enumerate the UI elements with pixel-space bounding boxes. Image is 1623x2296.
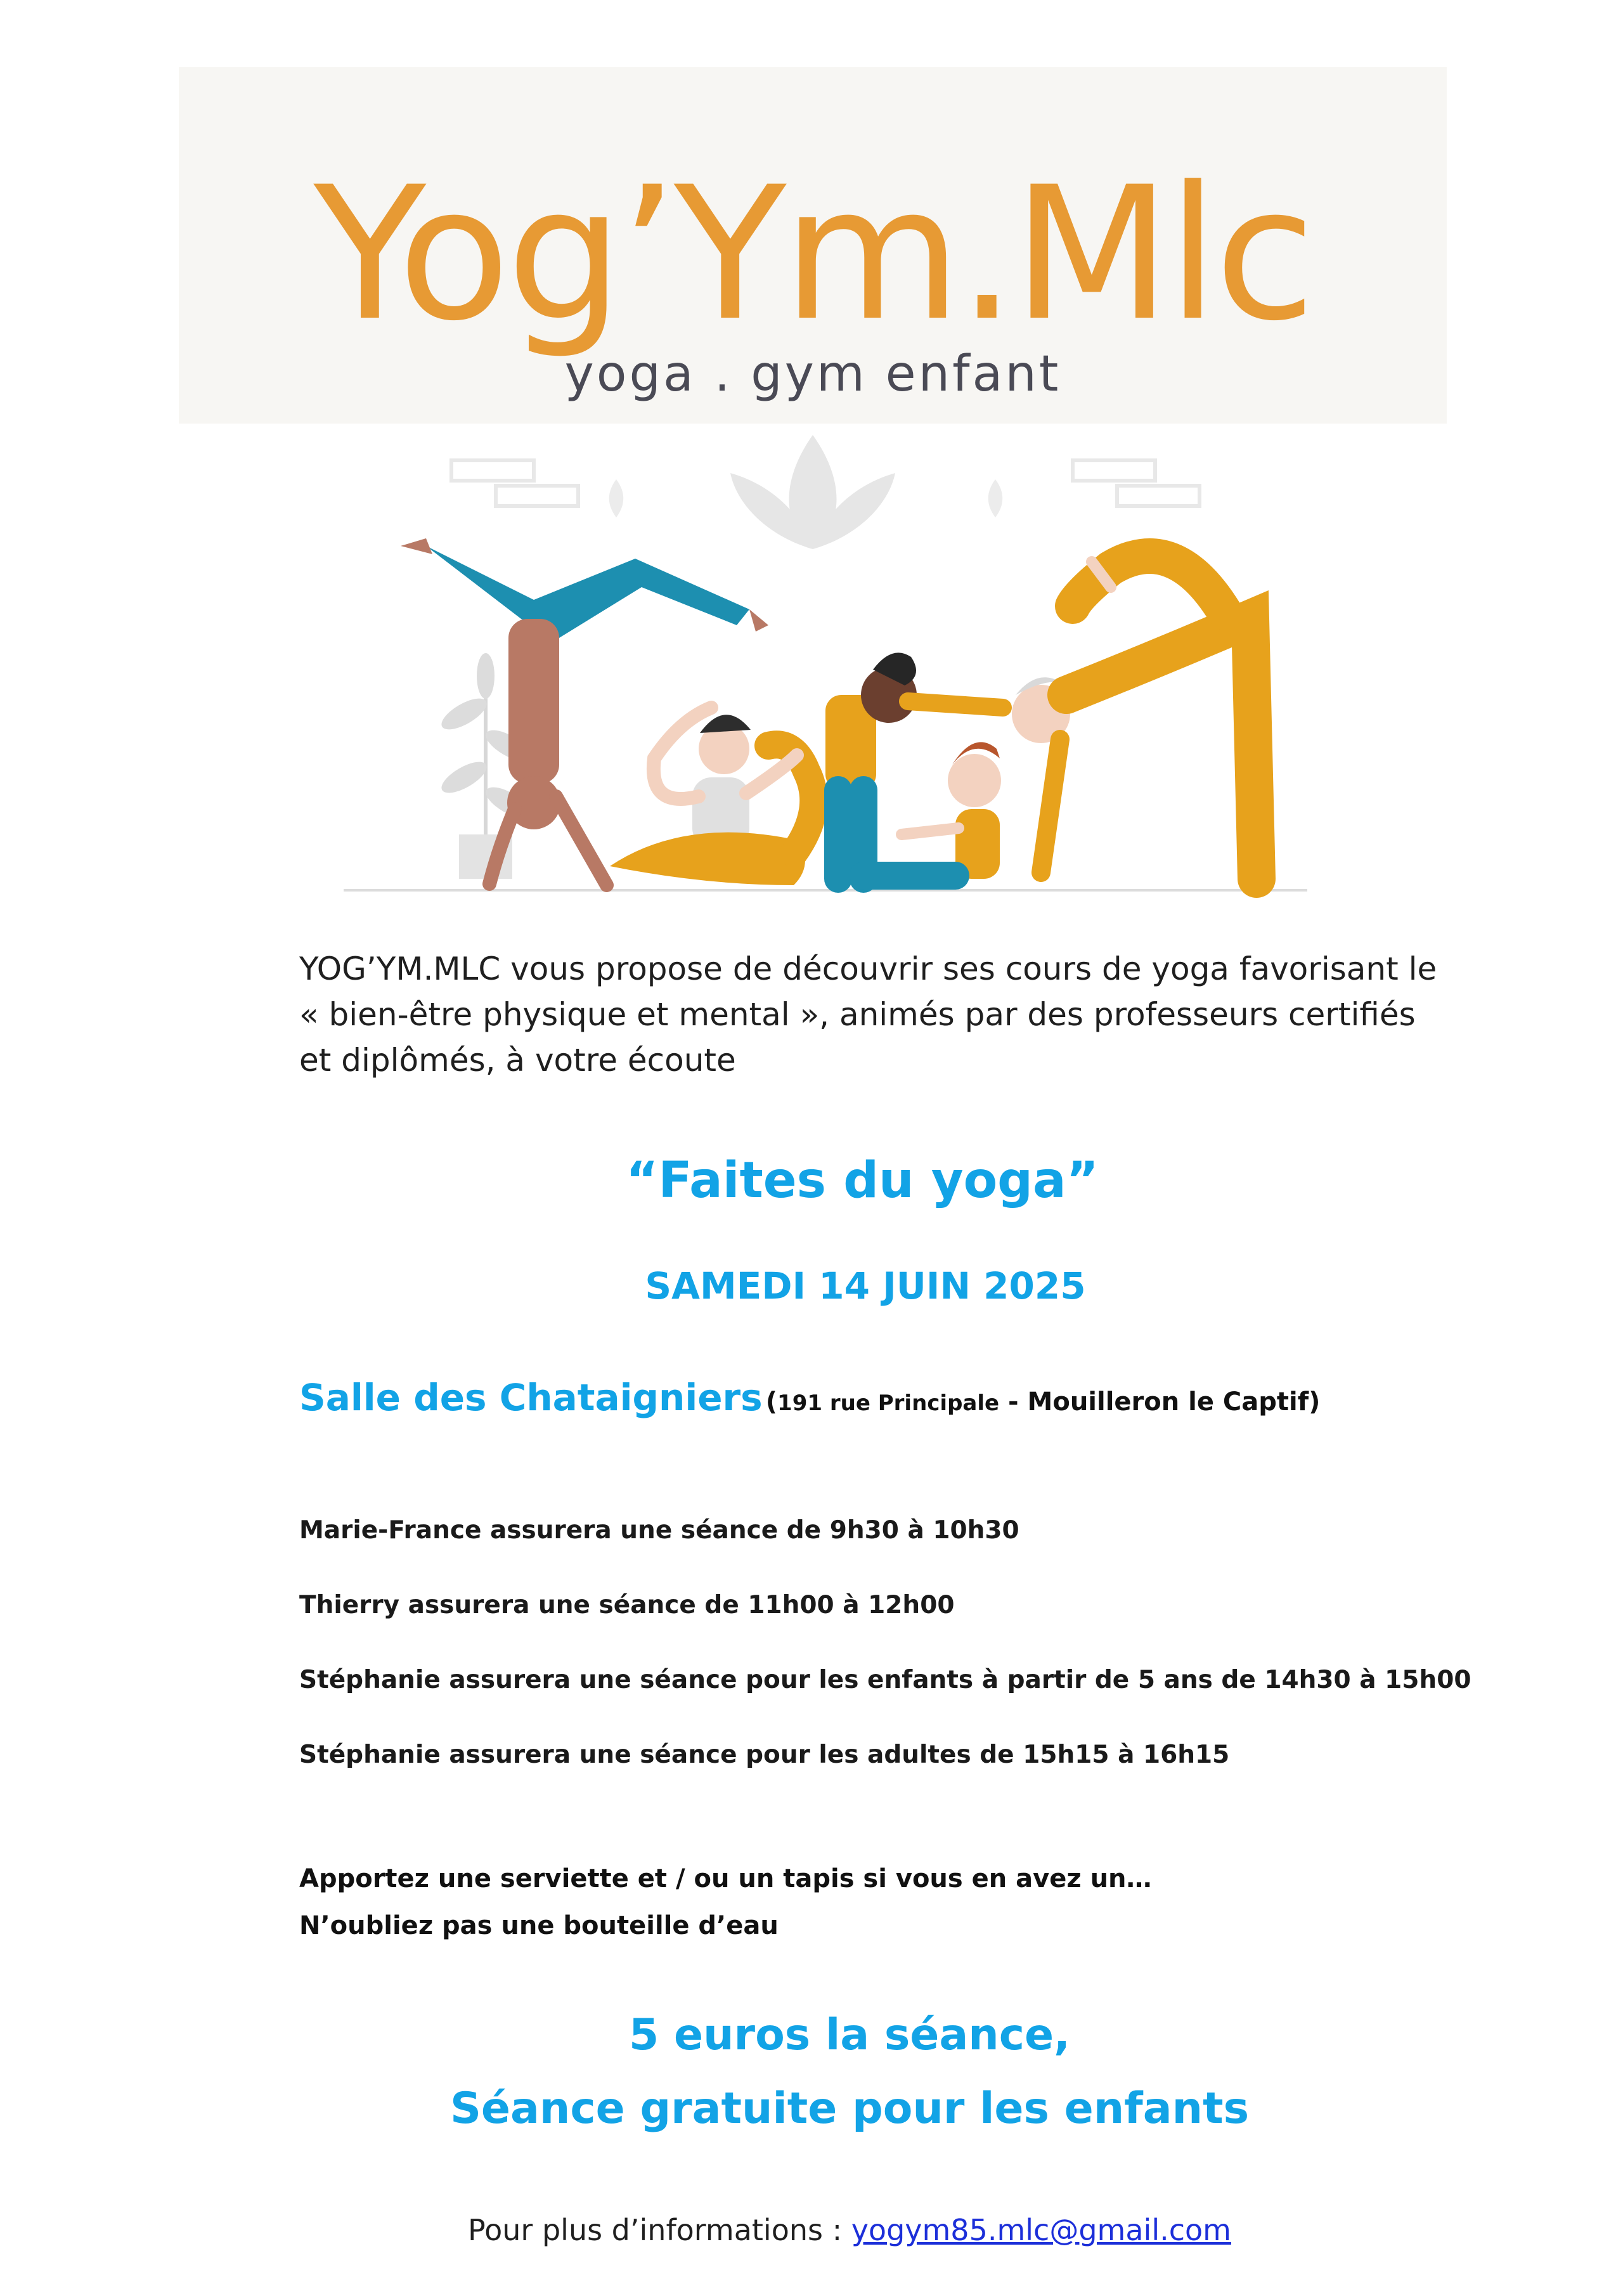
intro-line: et diplômés, à votre écoute	[299, 1042, 736, 1079]
pricing-block	[0, 1999, 1623, 2146]
intro-paragraph	[299, 946, 1437, 1083]
intro-line: « bien-être physique et mental », animés par des professeurs certifiés	[299, 996, 1416, 1033]
contact-email-link[interactable]: yogym85.mlc@gmail.com	[851, 2213, 1231, 2247]
event-slogan: “Faites du yoga”	[626, 1152, 1099, 1209]
venue-town: Mouilleron le Captif	[1027, 1387, 1309, 1417]
venue-paren-open: (	[765, 1387, 778, 1417]
venue-separator: -	[999, 1387, 1028, 1417]
venue-address	[766, 1387, 1321, 1417]
session-item: Stéphanie assurera une séance pour les adultes de 15h15 à 16h15	[299, 1741, 1230, 1769]
lotus-icon	[730, 435, 895, 549]
logo-tagline: yoga . gym enfant	[564, 346, 1061, 403]
session-item: Stéphanie assurera une séance pour les enfants à partir de 5 ans de 14h30 à 15h00	[299, 1666, 1471, 1694]
venue-paren-close: )	[1309, 1387, 1321, 1417]
contact-label: Pour plus d’informations :	[468, 2213, 851, 2247]
figure-a-dancer-pose	[1012, 556, 1257, 879]
venue-name: Salle des Chataigniers	[299, 1376, 763, 1419]
bring-items-notes	[299, 1855, 1152, 1949]
venue-street: 191 rue Principale	[777, 1391, 1000, 1416]
note-line: Apportez une serviette et / ou un tapis si vous en avez un…	[299, 1864, 1152, 1893]
price-line: Séance gratuite pour les enfants	[449, 2084, 1250, 2134]
session-item: Thierry assurera une séance de 11h00 à 12h00	[299, 1591, 955, 1619]
figure-o-pigeon	[610, 708, 813, 885]
price-line: 5 euros la séance,	[629, 2010, 1070, 2060]
venue-line	[299, 1376, 1320, 1419]
session-item: Marie-France assurera une séance de 9h30 à 10h30	[299, 1516, 1019, 1545]
yoga-illustration	[179, 429, 1447, 898]
yoga-figures-image	[179, 429, 1447, 898]
logo-text: Yog’Ym.Mlc	[313, 148, 1312, 361]
intro-line: YOG’YM.MLC vous propose de découvrir ses cours de yoga favorisant le	[299, 950, 1437, 987]
logo-block	[179, 67, 1447, 424]
note-line: N’oubliez pas une bouteille d’eau	[299, 1911, 779, 1940]
event-date: SAMEDI 14 JUIN 2025	[645, 1264, 1086, 1307]
figure-g-bend-and-seated-child	[825, 652, 1003, 879]
contact-line	[0, 2213, 1623, 2247]
yogym-logo	[179, 67, 1447, 424]
session-list	[299, 1512, 1567, 1811]
